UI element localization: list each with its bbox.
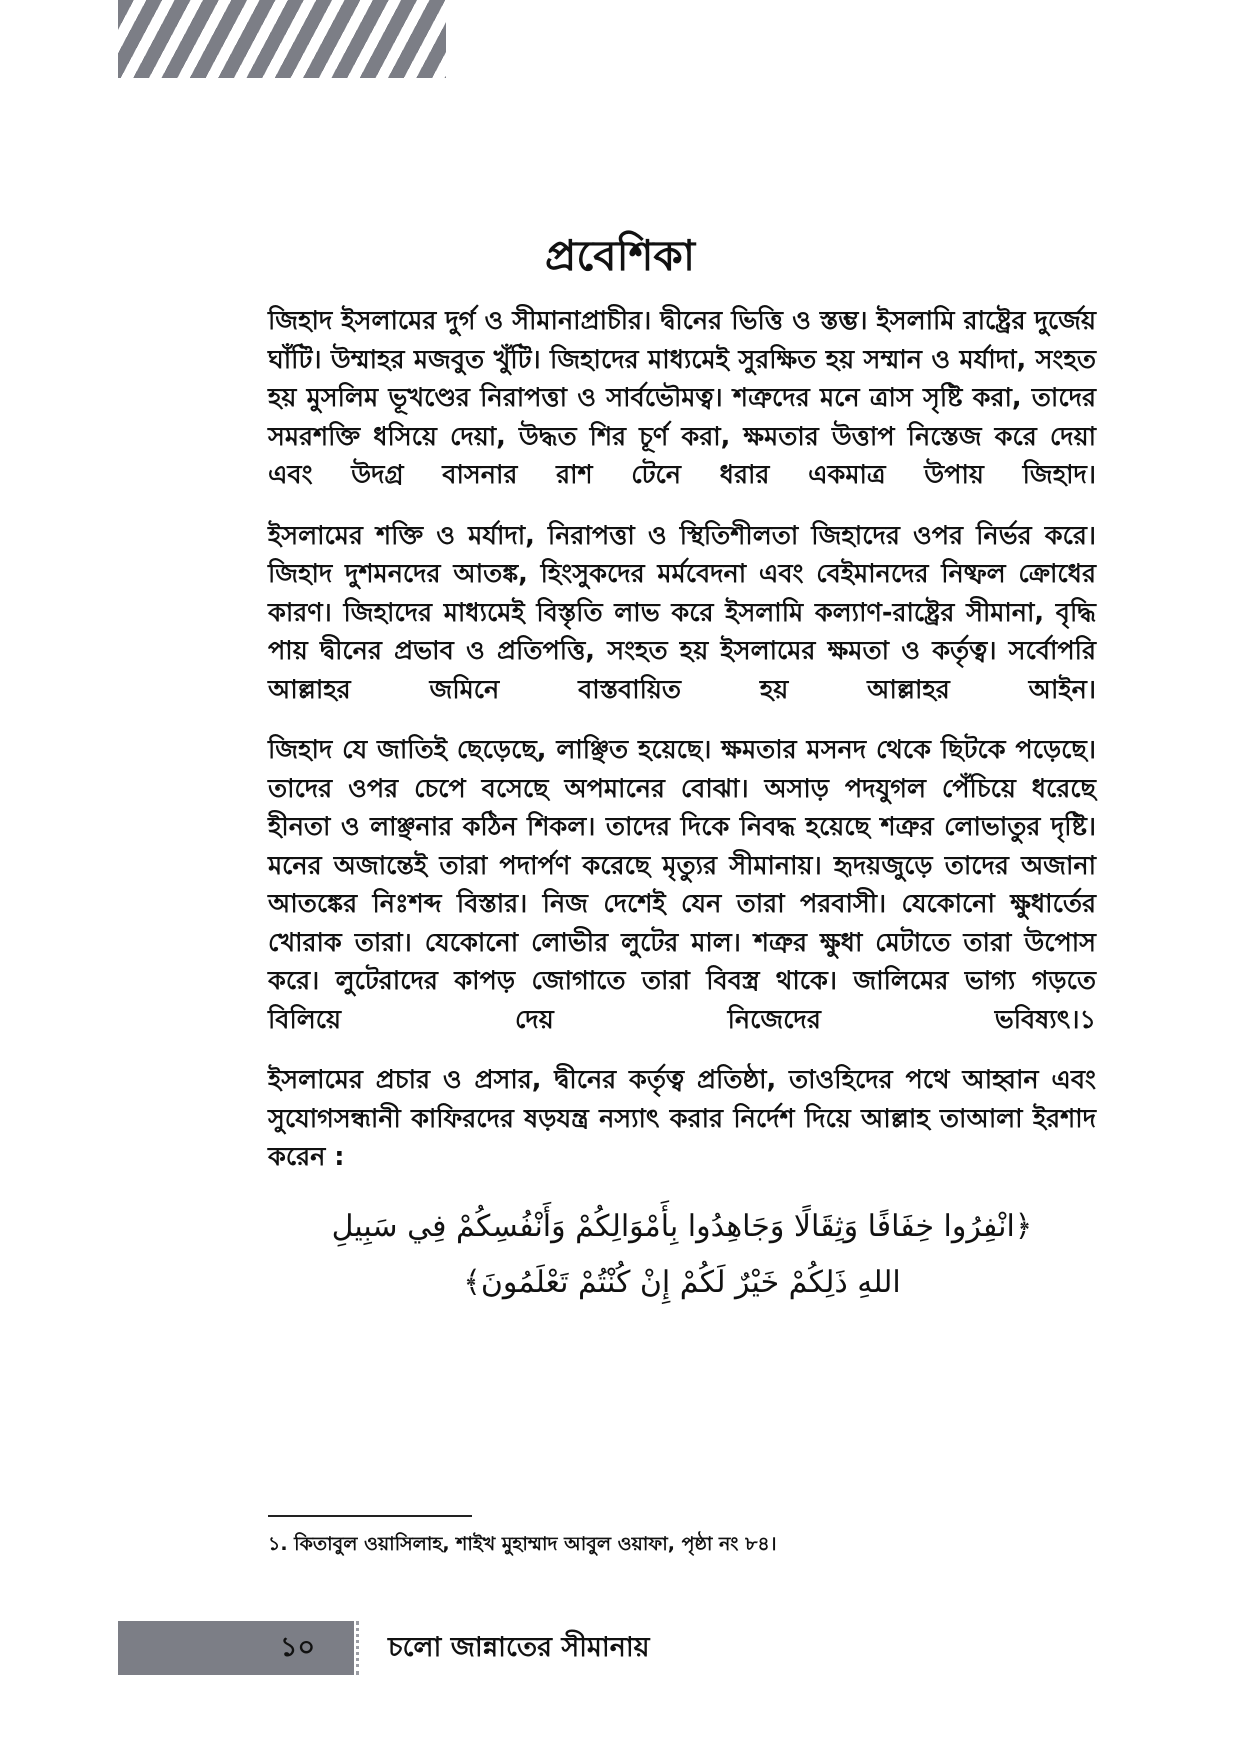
paragraph-1: জিহাদ ইসলামের দুর্গ ও সীমানাপ্রাচীর। দ্বীনের ভিত্তি ও স্তম্ভ। ইসলামি রাষ্ট্রের দুর্জেয় ঘাঁটি। উম্মাহর মজবুত খুঁটি। জিহাদের মাধ্যমেই সুরক্ষিত হয় সম্মান ও মর্যাদা, সংহত হয় মুসলিম ভূখণ্ডের নিরাপত্তা ও সার্বভৌমত্ব। শত্রুদের মনে ত্রাস সৃষ্টি করা, তাদের সমরশক্তি ধসিয়ে দেয়া, উদ্ধত শির চূর্ণ করা, ক্ষমতার উত্তাপ নিস্তেজ করে দেয়া এবং উদগ্র বাসনার রাশ টেনে ধরার একমাত্র উপায় জিহাদ।: [268, 306, 1096, 490]
paragraph-2: ইসলামের শক্তি ও মর্যাদা, নিরাপত্তা ও স্থিতিশীলতা জিহাদের ওপর নির্ভর করে। জিহাদ দুশমনদের আতঙ্ক, হিংসুকদের মর্মবেদনা এবং বেইমানদের নিষ্ফল ক্রোধের কারণ। জিহাদের মাধ্যমেই বিস্তৃতি লাভ করে ইসলামি কল্যাণ-রাষ্ট্রের সীমানা, বৃদ্ধি পায় দ্বীনের প্রভাব ও প্রতিপত্তি, সংহত হয় ইসলামের ক্ষমতা ও কর্তৃত্ব। সর্বোপরি আল্লাহর জমিনে বাস্তবায়িত হয় আল্লাহর আইন।: [268, 520, 1096, 705]
page-title: প্রবেশিকা: [544, 231, 696, 280]
quran-verse-line-1: ﴿انْفِرُوا خِفَافًا وَثِقَالًا وَجَاهِدُوا بِأَمْوَالِكُمْ وَأَنْفُسِكُمْ فِي سَبِيلِ: [331, 1208, 1033, 1244]
paragraph-3: জিহাদ যে জাতিই ছেড়েছে, লাঞ্ছিত হয়েছে। ক্ষমতার মসনদ থেকে ছিটকে পড়েছে। তাদের ওপর চেপে বসেছে অপমানের বোঝা। অসাড় পদযুগল পেঁচিয়ে ধরেছে হীনতা ও লাঞ্ছনার কঠিন শিকল। তাদের দিকে নিবদ্ধ হয়েছে শত্রুর লোভাতুর দৃষ্টি। মনের অজান্তেই তারা পদার্পণ করেছে মৃত্যুর সীমানায়। হৃদয়জুড়ে তাদের অজানা আতঙ্কের নিঃশব্দ বিস্তার। নিজ দেশেই যেন তারা পরবাসী। যেকোনো ক্ষুধার্তের খোরাক তারা। যেকোনো লোভীর লুটের মাল। শত্রুর ক্ষুধা মেটাতে তারা উপোস করে। লুটেরাদের কাপড় জোগাতে তারা বিবস্ত্র থাকে। জালিমের ভাগ্য গড়তে বিলিয়ে দেয় নিজেদের ভবিষ্যৎ।১: [268, 735, 1096, 1035]
main-text: [268, 302, 1096, 1311]
quran-verse: [268, 1199, 1096, 1311]
corner-stripes-decoration: [118, 0, 446, 78]
running-title: চলো জান্নাতের সীমানায়: [388, 1632, 650, 1663]
footnote-divider: [268, 1515, 472, 1517]
footer-band: [118, 1621, 354, 1675]
footnote: ১. কিতাবুল ওয়াসিলাহ, শাইখ মুহাম্মাদ আবুল ওয়াফা, পৃষ্ঠা নং ৮৪।: [268, 1533, 777, 1555]
quran-verse-line-2: اللهِ ذَلِكُمْ خَيْرٌ لَكُمْ إِنْ كُنْتُمْ تَعْلَمُونَ﴾: [463, 1264, 901, 1300]
footer-dotted-separator: [356, 1621, 359, 1675]
paragraph-4: ইসলামের প্রচার ও প্রসার, দ্বীনের কর্তৃত্ব প্রতিষ্ঠা, তাওহিদের পথে আহ্বান এবং সুযোগসন্ধানী কাফিরদের ষড়যন্ত্র নস্যাৎ করার নির্দেশ দিয়ে আল্লাহ তাআলা ইরশাদ করেন :: [268, 1065, 1096, 1172]
page-number: ১০: [280, 1632, 316, 1663]
